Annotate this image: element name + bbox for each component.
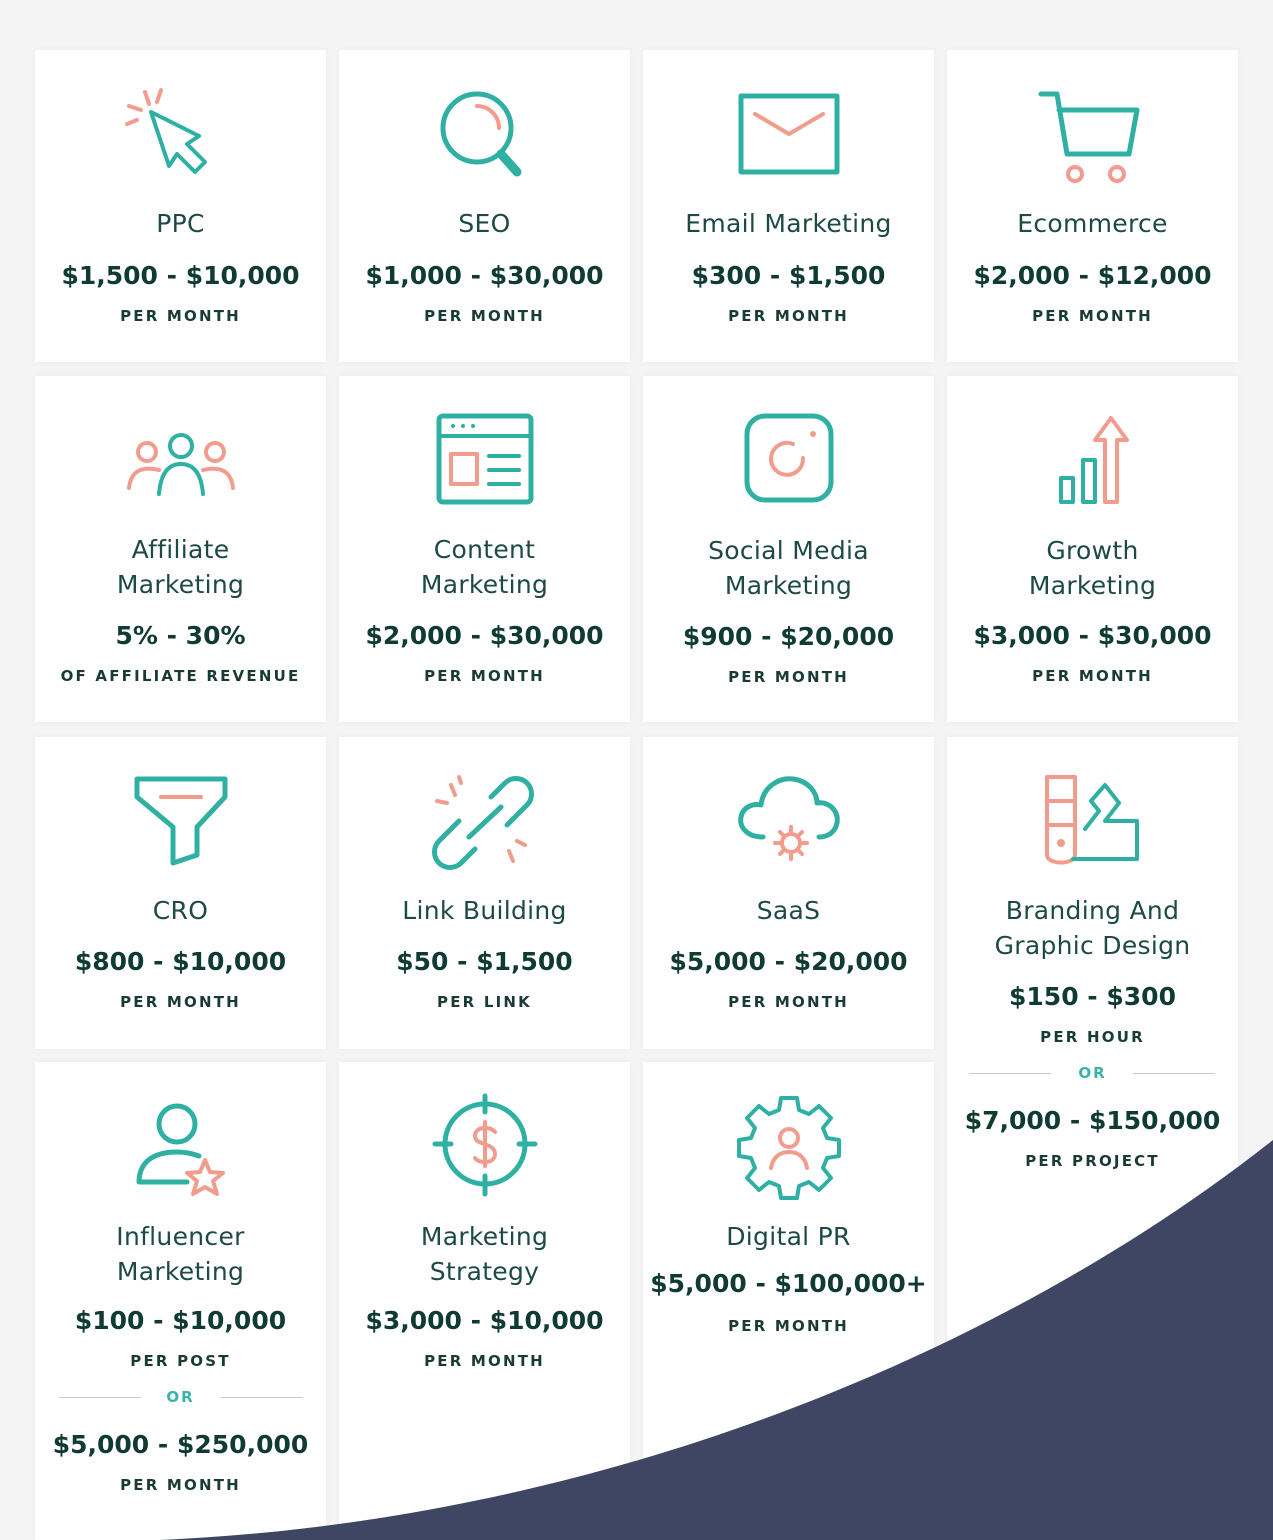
price-unit-alt: PER MONTH [120,1476,241,1494]
price-unit: PER HOUR [1040,1028,1145,1046]
price-range: $150 - $300 [1009,982,1176,1011]
price-unit: PER MONTH [424,1352,545,1370]
price-unit-alt: PER PROJECT [1025,1152,1160,1170]
service-name: PPC [156,209,205,238]
service-name: SaaS [756,896,821,925]
service-name-line-2: Marketing [420,570,549,599]
price-range-alt: $5,000 - $250,000 [52,1430,309,1459]
service-name-line-1: Affiliate [131,535,230,564]
price-unit: PER MONTH [1032,307,1153,325]
service-name-line-2: Marketing [724,571,853,600]
service-name-line-2: Marketing [1028,571,1157,600]
price-range: $5,000 - $100,000+ [650,1269,927,1298]
price-range: $2,000 - $30,000 [365,621,604,650]
service-name: CRO [152,896,209,925]
price-unit: PER POST [130,1352,231,1370]
price-unit: PER MONTH [728,668,849,686]
price-unit: PER MONTH [1032,667,1153,685]
price-unit: PER MONTH [728,1317,849,1335]
price-unit: PER MONTH [120,993,241,1011]
price-unit: PER MONTH [120,307,241,325]
price-unit: PER MONTH [424,307,545,325]
price-range: $1,500 - $10,000 [61,261,300,290]
price-unit: PER MONTH [728,993,849,1011]
service-name: Digital PR [726,1222,851,1251]
price-range: $900 - $20,000 [682,622,895,651]
price-range: $2,000 - $12,000 [973,261,1212,290]
price-unit: PER MONTH [424,667,545,685]
or-separator: OR [166,1388,195,1406]
service-name: SEO [458,209,511,238]
price-range: $50 - $1,500 [396,947,573,976]
price-range: $100 - $10,000 [74,1306,287,1335]
price-unit: OF AFFILIATE REVENUE [60,667,301,685]
service-name-line-2: Marketing [116,1257,245,1286]
price-range-alt: $7,000 - $150,000 [964,1106,1221,1135]
service-name: Link Building [402,896,567,925]
price-unit: PER MONTH [728,307,849,325]
price-range: 5% - 30% [115,621,246,650]
service-name-line-1: Growth [1046,536,1139,565]
service-name-line-1: Content [433,535,536,564]
service-name-line-1: Social Media [708,536,869,565]
price-range: $3,000 - $10,000 [365,1306,604,1335]
service-name-line-1: Influencer [116,1222,245,1251]
price-unit: PER LINK [437,993,532,1011]
price-range: $300 - $1,500 [691,261,886,290]
price-range: $3,000 - $30,000 [973,621,1212,650]
service-name: Email Marketing [685,209,892,238]
service-name-line-1: Branding And [1005,896,1180,925]
or-separator: OR [1078,1064,1107,1082]
price-range: $1,000 - $30,000 [365,261,604,290]
price-range: $800 - $10,000 [74,947,287,976]
service-name-line-2: Marketing [116,570,245,599]
price-range: $5,000 - $20,000 [669,947,908,976]
service-name-line-2: Graphic Design [994,931,1191,960]
service-name-line-1: Marketing [420,1222,549,1251]
service-name: Ecommerce [1017,209,1168,238]
service-name-line-2: Strategy [429,1257,540,1286]
